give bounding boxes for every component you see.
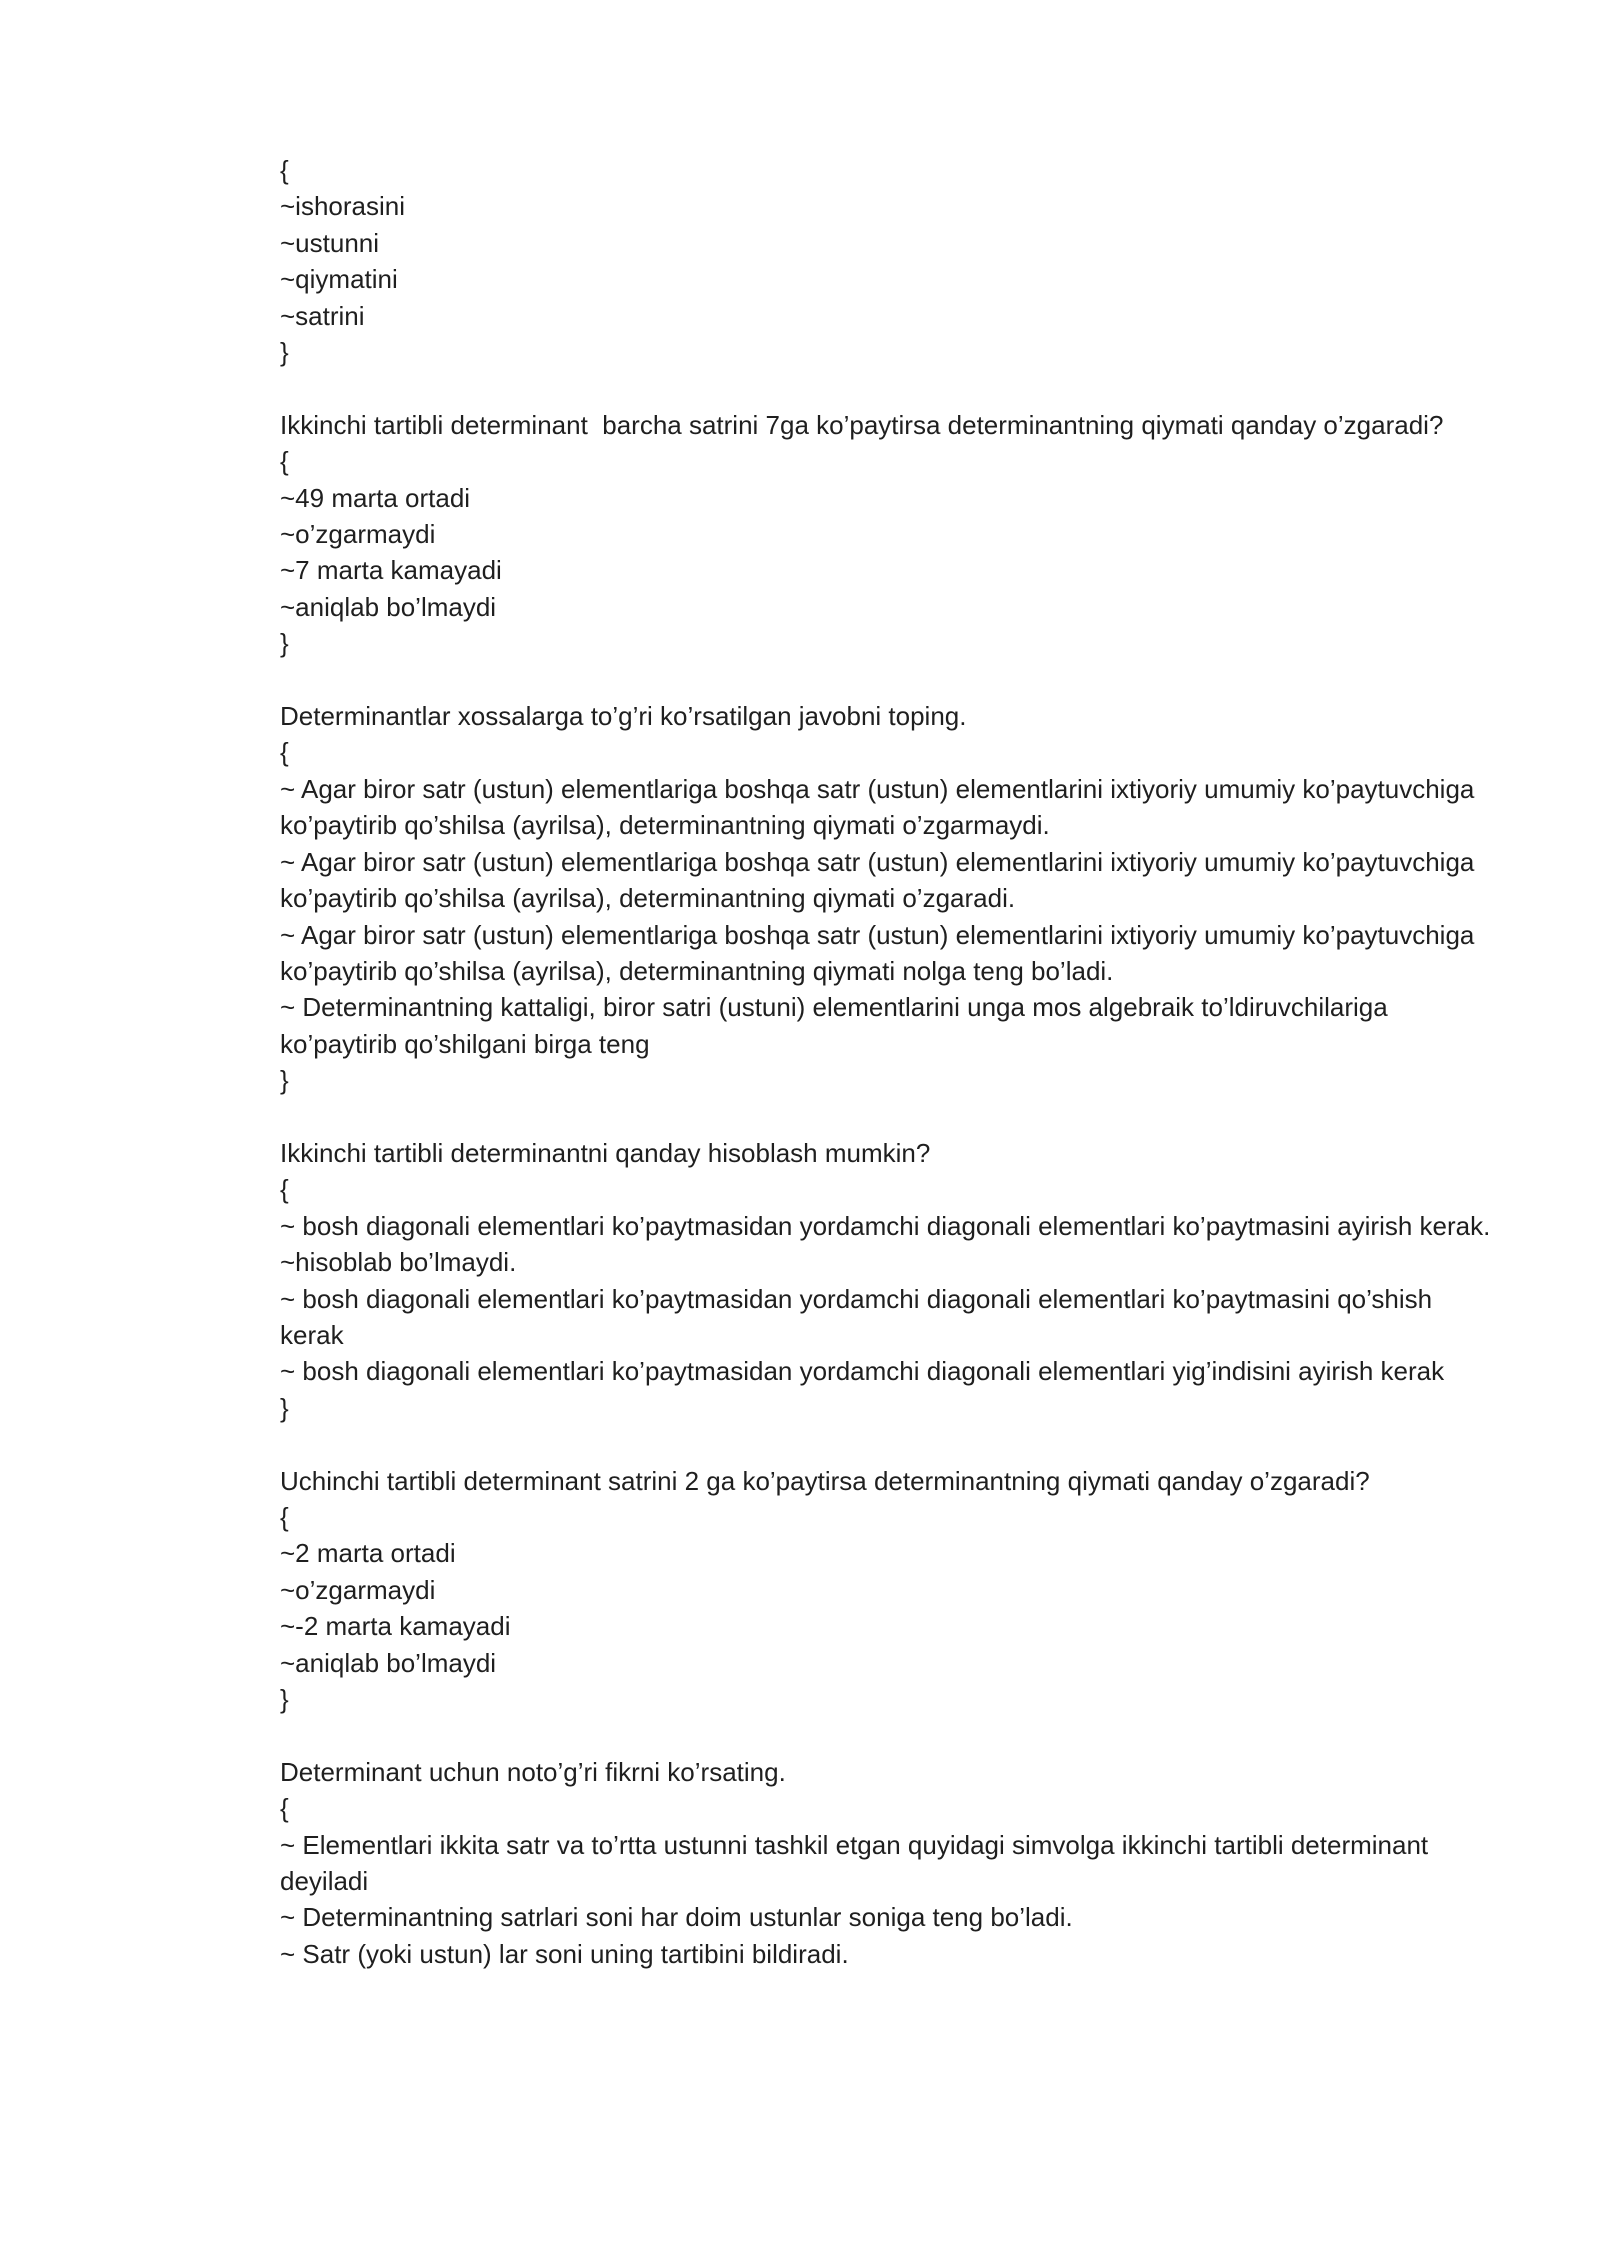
question-block (280, 1135, 1500, 1426)
block-spacer (280, 662, 1500, 698)
answer-option: ~ Agar biror satr (ustun) elementlariga boshqa satr (ustun) elementlarini ixtiyoriy umumiy ko’paytuvchiga ko’paytirib qo’shilsa (ayrilsa), determinantning qiymati nolga teng bo’ladi. (280, 919, 1482, 986)
answer-option: ~ishorasini (280, 191, 406, 222)
question-block (280, 698, 1500, 1098)
answer-option: ~qiymatini (280, 264, 398, 295)
answer-option: ~satrini (280, 300, 365, 331)
answer-option: ~49 marta ortadi (280, 482, 471, 513)
question-text: Determinantlar xossalarga to’g’ri ko’rsatilgan javobni toping. (280, 701, 967, 732)
question-block (280, 1463, 1500, 1718)
open-brace: { (280, 1501, 289, 1532)
close-brace: } (280, 337, 289, 368)
block-spacer (280, 1426, 1500, 1462)
close-brace: } (280, 1065, 289, 1096)
answer-option: ~o’zgarmaydi (280, 519, 436, 550)
answer-option: ~ustunni (280, 227, 380, 258)
answer-option: ~2 marta ortadi (280, 1538, 456, 1569)
open-brace: { (280, 155, 289, 185)
answer-option: ~aniqlab bo’lmaydi (280, 1647, 497, 1678)
block-spacer (280, 370, 1500, 406)
block-spacer (280, 1099, 1500, 1135)
question-block (280, 407, 1500, 662)
answer-option: ~ Elementlari ikkita satr va to’rtta ustunni tashkil etgan quyidagi simvolga ikkinchi tartibli determinant deyiladi (280, 1829, 1436, 1897)
answer-option: ~ Agar biror satr (ustun) elementlariga boshqa satr (ustun) elementlarini ixtiyoriy umumiy ko’paytuvchiga ko’paytirib qo’shilsa (ayrilsa), determinantning qiymati o’zgaradi. (280, 846, 1482, 914)
answer-option: ~aniqlab bo’lmaydi (280, 591, 497, 622)
block-spacer (280, 1717, 1500, 1753)
question-block (280, 152, 1500, 370)
answer-option: ~ Determinantning kattaligi, biror satri (ustuni) elementlarini unga mos algebraik to’ldiruvchilariga ko’paytirib qo’shilgani birga teng (280, 992, 1395, 1059)
answer-option: ~ Determinantning satrlari soni har doim ustunlar soniga teng bo’ladi. (280, 1902, 1073, 1933)
answer-option: ~ bosh diagonali elementlari ko’paytmasidan yordamchi diagonali elementlari yig’indisini ayirish kerak (280, 1356, 1445, 1387)
question-text: Ikkinchi tartibli determinantni qanday hisoblash mumkin? (280, 1137, 931, 1168)
document-body (280, 152, 1500, 1972)
open-brace: { (280, 1793, 289, 1824)
question-text: Ikkinchi tartibli determinant barcha satrini 7ga ko’paytirsa determinantning qiymati qanday o’zgaradi? (280, 409, 1444, 440)
answer-option: ~ bosh diagonali elementlari ko’paytmasidan yordamchi diagonali elementlari ko’paytmasini ayirish kerak. (280, 1210, 1491, 1241)
close-brace: } (280, 1684, 289, 1714)
close-brace: } (280, 628, 289, 659)
open-brace: { (280, 737, 289, 768)
answer-option: ~ bosh diagonali elementlari ko’paytmasidan yordamchi diagonali elementlari ko’paytmasini qo’shish kerak (280, 1283, 1440, 1350)
answer-option: ~o’zgarmaydi (280, 1574, 436, 1605)
answer-option: ~hisoblab bo’lmaydi. (280, 1247, 517, 1278)
answer-option: ~7 marta kamayadi (280, 555, 502, 586)
question-text: Uchinchi tartibli determinant satrini 2 ga ko’paytirsa determinantning qiymati qanday o’zgaradi? (280, 1465, 1370, 1496)
question-text: Determinant uchun noto’g’ri fikrni ko’rsating. (280, 1756, 786, 1787)
open-brace: { (280, 1174, 289, 1205)
close-brace: } (280, 1392, 289, 1423)
answer-option: ~ Agar biror satr (ustun) elementlariga boshqa satr (ustun) elementlarini ixtiyoriy umumiy ko’paytuvchiga ko’paytirib qo’shilsa (ayrilsa), determinantning qiymati o’zgarmaydi. (280, 773, 1482, 841)
open-brace: { (280, 446, 289, 477)
question-block (280, 1754, 1500, 1972)
answer-option: ~ Satr (yoki ustun) lar soni uning tartibini bildiradi. (280, 1938, 849, 1969)
answer-option: ~-2 marta kamayadi (280, 1611, 511, 1642)
